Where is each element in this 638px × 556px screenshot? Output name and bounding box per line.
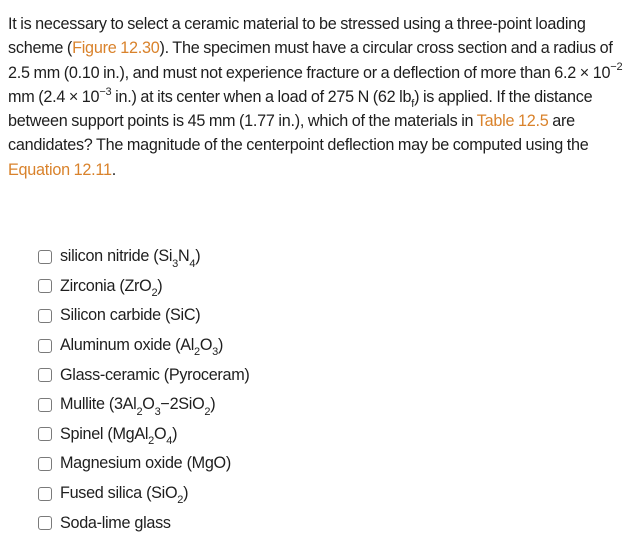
question-part: ). The specimen must have a circular cross section and a radius of 2.5 mm (0.10 in.), and must not experience fracture or a deflection of more than 6.2 × 10 — [8, 39, 613, 82]
checkbox[interactable] — [38, 457, 52, 471]
checkbox[interactable] — [38, 398, 52, 412]
question-part: are candidates? The magnitude of the centerpoint deflection may be computed using the — [8, 112, 589, 155]
option-glass-ceramic[interactable] — [38, 360, 249, 390]
option-silicon-nitride[interactable] — [38, 242, 249, 272]
option-aluminum-oxide[interactable] — [38, 331, 249, 361]
question-part: . — [111, 160, 116, 179]
answer-options — [38, 242, 249, 538]
option-label: Silicon carbide (SiC) — [60, 306, 201, 325]
option-label: Fused silica (SiO$_2$) — [60, 484, 189, 507]
checkbox[interactable] — [38, 516, 52, 530]
checkbox[interactable] — [38, 427, 52, 441]
option-fused-silica[interactable] — [38, 479, 249, 509]
checkbox[interactable] — [38, 487, 52, 501]
exponent: −2 — [610, 61, 623, 74]
option-soda-lime-glass[interactable] — [38, 508, 249, 538]
option-spinel[interactable] — [38, 420, 249, 450]
option-label: silicon nitride $(Si_3N_4)$ — [60, 247, 201, 270]
option-label: Spinel $(MgAl_2O_4)$ — [60, 424, 178, 448]
checkbox[interactable] — [38, 368, 52, 382]
option-label: Aluminum oxide $(Al_2O_3)$ — [60, 336, 224, 359]
checkbox[interactable] — [38, 309, 52, 323]
checkbox[interactable] — [38, 339, 52, 353]
option-silicon-carbide[interactable] — [38, 301, 249, 331]
option-label: Mullite $(3Al_2O_3-2SiO_2)$ — [60, 395, 216, 418]
figure-link[interactable]: Figure 12.30 — [72, 39, 160, 58]
option-label: Magnesium oxide (MgO) — [60, 454, 231, 473]
question-part: It is necessary to select a ceramic material to be stressed using a three-point loading scheme ( — [8, 15, 586, 58]
checkbox[interactable] — [38, 250, 52, 264]
option-label: Soda-lime glass — [60, 513, 171, 532]
option-zirconia[interactable] — [38, 272, 249, 302]
subscript: f — [411, 98, 415, 111]
question-part: mm (2.4 × 10 — [8, 87, 100, 106]
equation-link[interactable]: Equation 12.11 — [8, 160, 112, 179]
question-part: in.) at its center when a load of 275 N (62 lb — [111, 87, 412, 106]
question-text — [8, 12, 630, 182]
question-part: ) is applied. If the distance between support points is 45 mm (1.77 in.), which of the materials in — [8, 87, 593, 131]
option-label: Zirconia (ZrO$_2$) — [60, 276, 163, 300]
table-link[interactable]: Table 12.5 — [476, 112, 549, 131]
option-label: Glass-ceramic (Pyroceram) — [60, 365, 250, 384]
exponent: −3 — [99, 85, 112, 98]
checkbox[interactable] — [38, 279, 52, 293]
option-magnesium-oxide[interactable] — [38, 449, 249, 479]
option-mullite[interactable] — [38, 390, 249, 420]
